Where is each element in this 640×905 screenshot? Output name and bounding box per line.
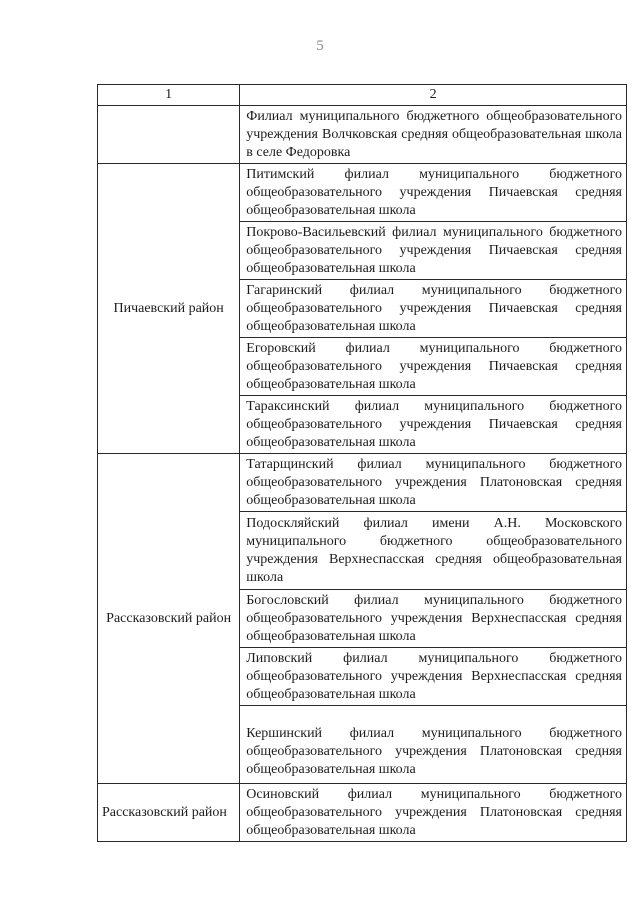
branches-table (97, 84, 627, 842)
institution-cell (240, 784, 627, 842)
institution-text: Гагаринский филиал муниципального бюджетного общеобразовательного учреждения Пичаевская средняя общеобразовательная школа (246, 282, 622, 334)
institution-text: Егоровский филиал муниципального бюджетного общеобразовательного учреждения Пичаевская средняя общеобразовательная школа (246, 340, 622, 392)
institution-text: Кершинский филиал муниципального бюджетного общеобразовательного учреждения Платоновская средняя общеобразовательная школа (246, 726, 622, 777)
institution-cell (240, 106, 627, 164)
table-header-row (98, 85, 627, 106)
district-cell: Рассказовский район (98, 454, 240, 784)
district-cell (98, 106, 240, 164)
institution-cell (240, 590, 627, 648)
institution-cell (240, 164, 627, 222)
institution-cell (240, 338, 627, 396)
institution-cell (240, 648, 627, 706)
header-col-2: 2 (240, 85, 627, 106)
institution-text: Липовский филиал муниципального бюджетного общеобразовательного учреждения Верхнеспасская средняя общеобразовательная школа (246, 650, 622, 702)
district-cell: Пичаевский район (98, 164, 240, 454)
institution-text: Филиал муниципального бюджетного общеобразовательного учреждения Волчковская средняя общеобразовательная школа в селе Федоровка (246, 108, 622, 160)
institution-cell (240, 454, 627, 512)
institution-text: Богословский филиал муниципального бюджетного общеобразовательного учреждения Верхнеспасская средняя общеобразовательная школа (246, 592, 622, 644)
institution-cell (240, 396, 627, 454)
institution-cell (240, 222, 627, 280)
table-row (98, 164, 627, 222)
table-row (98, 454, 627, 512)
institution-text: Осиновский филиал муниципального бюджетного общеобразовательного учреждения Платоновская средняя общеобразовательная школа (246, 786, 622, 838)
institution-text: Тараксинский филиал муниципального бюджетного общеобразовательного учреждения Пичаевская средняя общеобразовательная школа (246, 398, 622, 450)
institution-cell (240, 280, 627, 338)
institution-text: Покрово-Васильевский филиал муниципального бюджетного общеобразовательного учреждения Пичаевская средняя общеобразовательная школа (246, 224, 622, 276)
header-col-1: 1 (98, 85, 240, 106)
table-row (98, 106, 627, 164)
district-cell: Рассказовский район (98, 784, 240, 842)
institution-cell (240, 512, 627, 590)
institution-text: Питимский филиал муниципального бюджетного общеобразовательного учреждения Пичаевская средняя общеобразовательная школа (246, 166, 622, 218)
page-number: 5 (316, 38, 324, 54)
institution-text: Татарщинский филиал муниципального бюджетного общеобразовательного учреждения Платоновская средняя общеобразовательная школа (246, 456, 622, 508)
table-row (98, 784, 627, 842)
institution-cell (240, 706, 627, 784)
institution-text: Подоскляйский филиал имени А.Н. Московского муниципального бюджетного общеобразовательного учреждения Верхнеспасская средняя общеобразовательная школа (246, 515, 622, 585)
